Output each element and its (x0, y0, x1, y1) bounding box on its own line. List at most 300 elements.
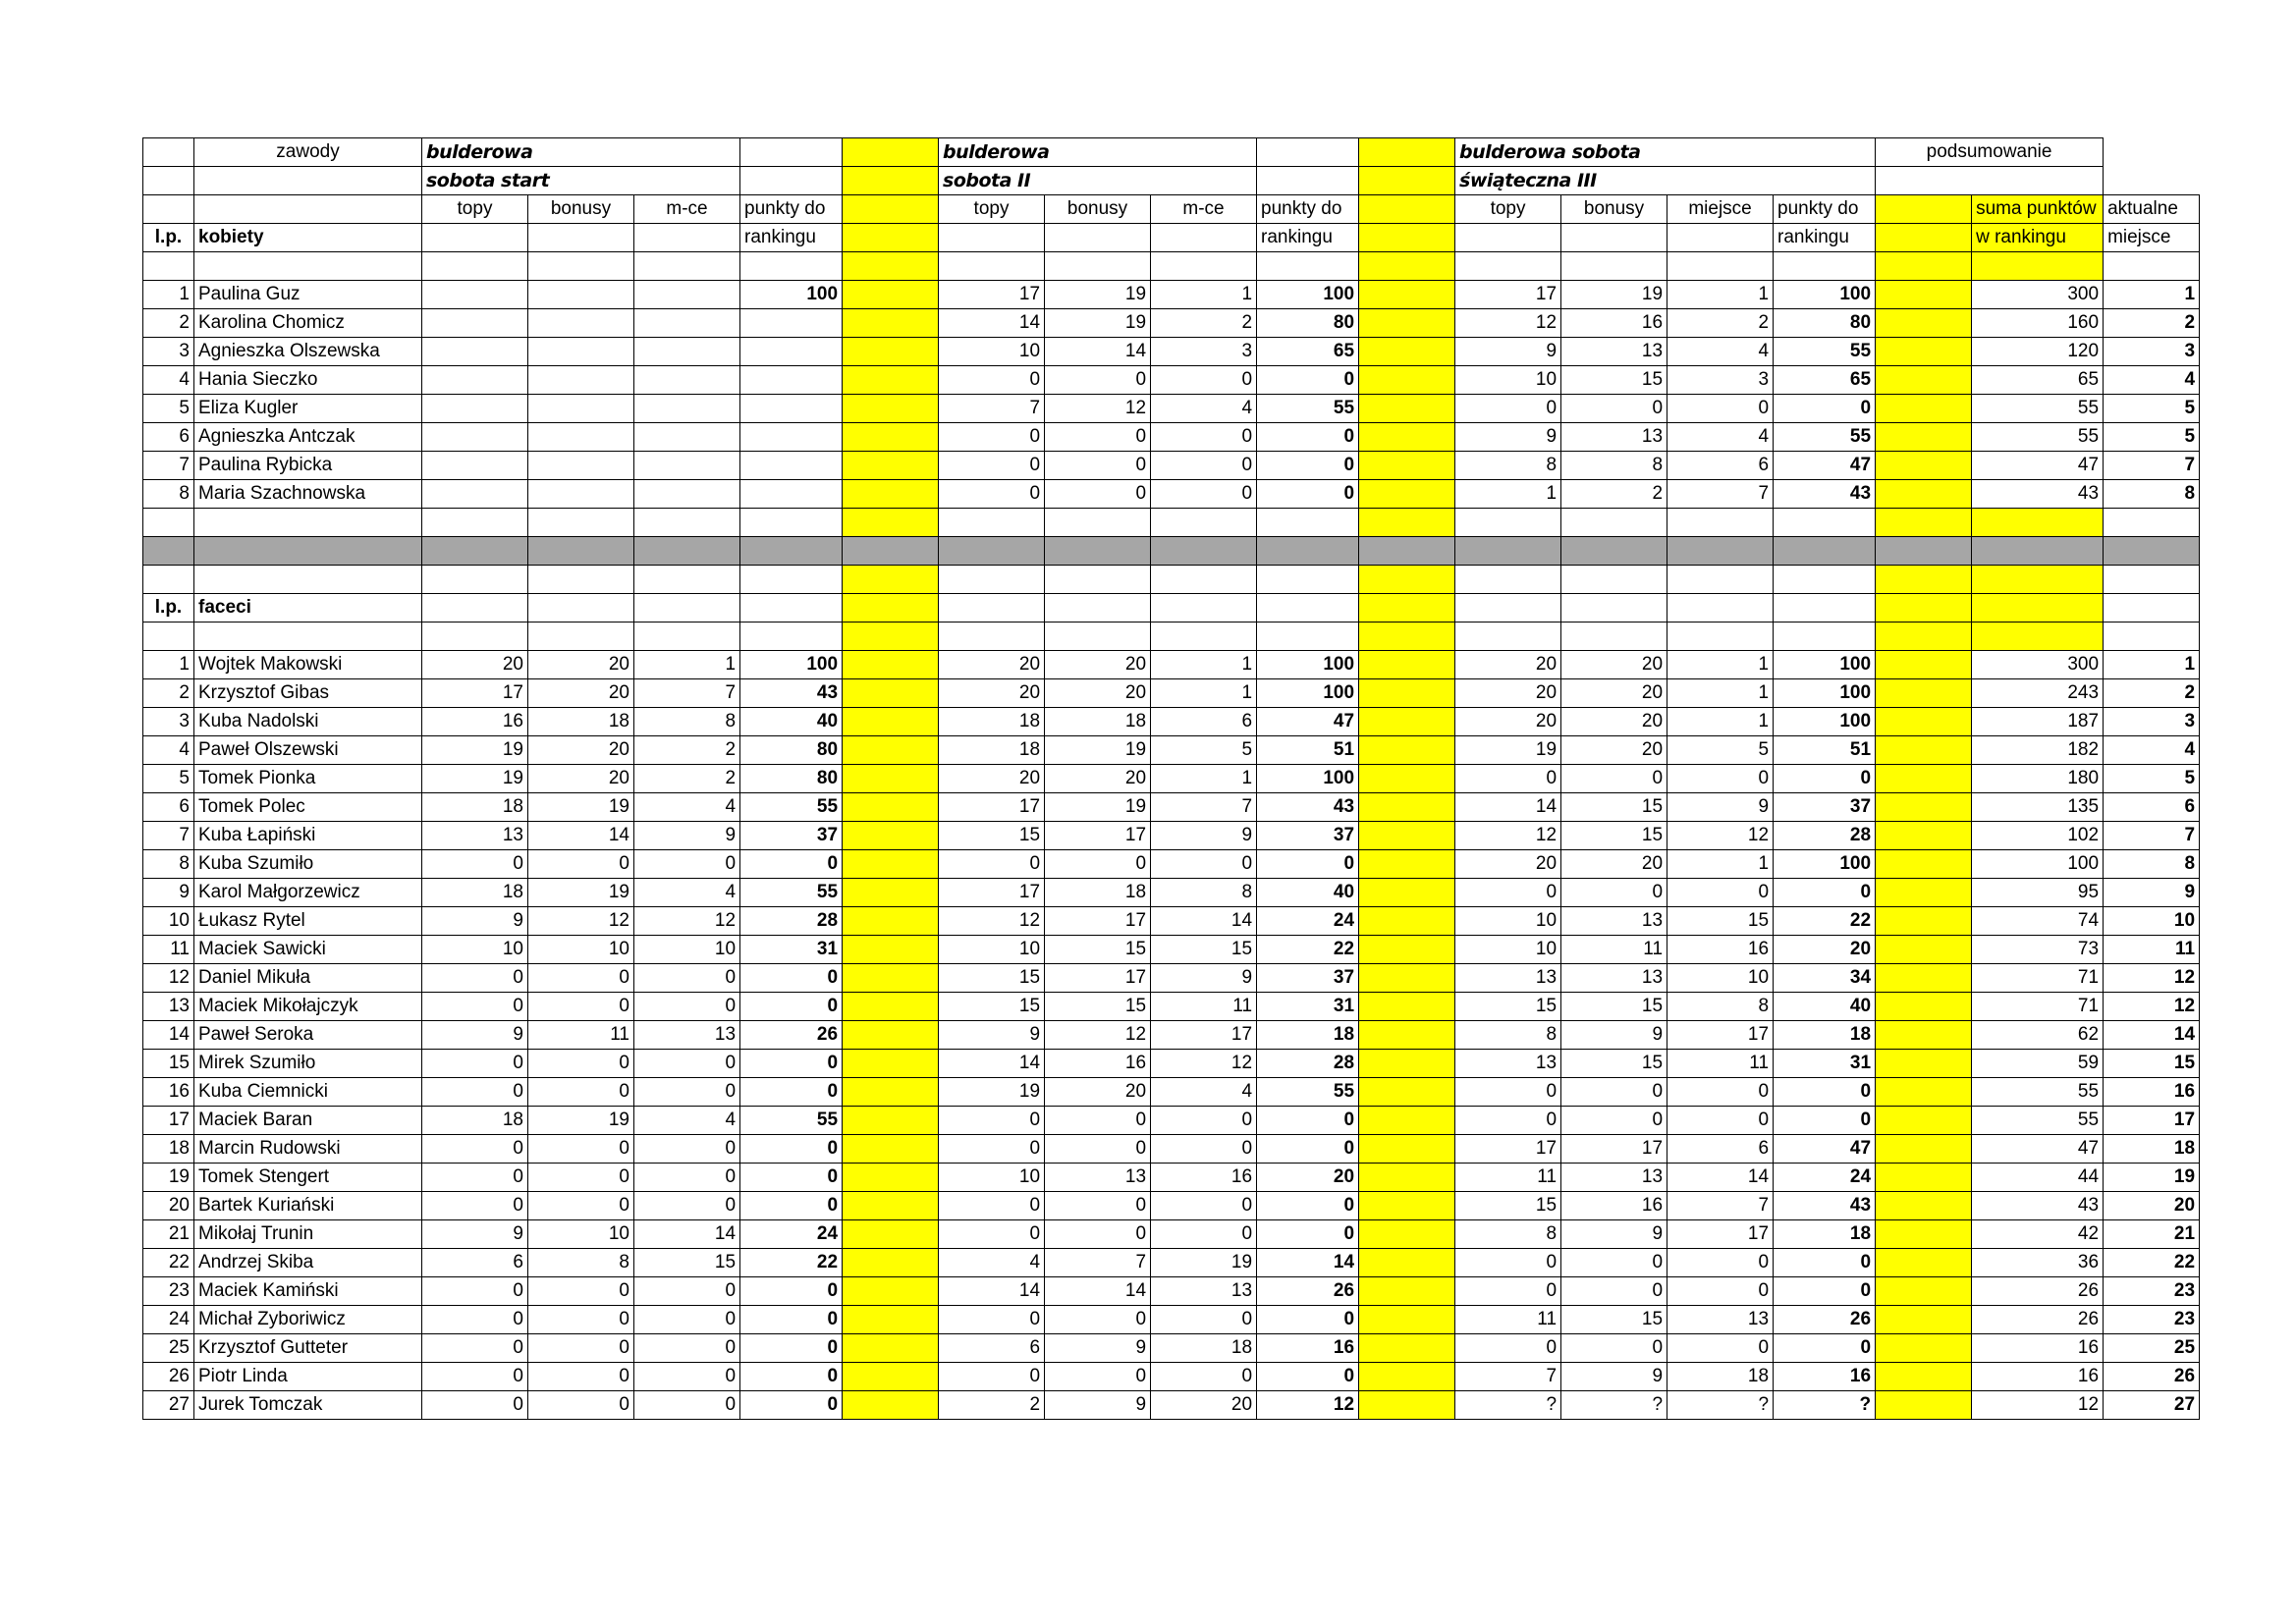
tops-cell: 0 (939, 850, 1045, 879)
competitor-name: Hania Sieczko (194, 366, 422, 395)
competitor-name: Kuba Łapiński (194, 822, 422, 850)
rank-cell: 1 (1667, 850, 1774, 879)
yellow-spacer (1876, 623, 1972, 651)
rank-cell: 3 (1151, 338, 1257, 366)
bonuses-cell: 0 (528, 993, 634, 1021)
points-cell: 55 (740, 1107, 843, 1135)
points-cell: 0 (740, 1277, 843, 1306)
bonuses-cell: 14 (1045, 338, 1151, 366)
points-cell: 0 (1257, 1306, 1359, 1334)
rank-cell: 8 (1151, 879, 1257, 907)
total-points-cell: 16 (1972, 1363, 2104, 1391)
rank-cell: 1 (1667, 281, 1774, 309)
yellow-spacer (843, 765, 939, 793)
rank-cell: 7 (634, 679, 740, 708)
rank-cell: 16 (1151, 1164, 1257, 1192)
current-place-cell: 23 (2104, 1306, 2200, 1334)
competitor-name: Maria Szachnowska (194, 480, 422, 509)
rank-cell: 0 (634, 993, 740, 1021)
current-place-cell: 26 (2104, 1363, 2200, 1391)
points-cell: 55 (1257, 395, 1359, 423)
points-cell: 31 (1774, 1050, 1876, 1078)
bonuses-cell: 0 (1045, 1107, 1151, 1135)
rank-cell: 17 (1667, 1021, 1774, 1050)
table-row (143, 423, 2200, 452)
blank-cell (1667, 509, 1774, 537)
rank-cell: 18 (1667, 1363, 1774, 1391)
blank-cell (2104, 566, 2200, 594)
yellow-spacer (1359, 993, 1455, 1021)
points-cell: 0 (1257, 480, 1359, 509)
competition-1-title-line1: bulderowa (422, 138, 740, 167)
blank-cell (939, 252, 1045, 281)
tops-cell: 0 (422, 964, 528, 993)
yellow-spacer (1359, 252, 1455, 281)
blank-cell (1561, 509, 1667, 537)
tops-cell: 0 (939, 366, 1045, 395)
tops-cell: 12 (1455, 822, 1561, 850)
bonuses-cell: 0 (1045, 366, 1151, 395)
yellow-spacer (1876, 395, 1972, 423)
yellow-spacer (1876, 252, 1972, 281)
rank-cell: 9 (1151, 822, 1257, 850)
total-points-cell: 62 (1972, 1021, 2104, 1050)
yellow-spacer (843, 1164, 939, 1192)
col-suma-line1: suma punktów (1972, 195, 2104, 224)
yellow-spacer (843, 793, 939, 822)
bonuses-cell: 0 (1045, 850, 1151, 879)
table-row (143, 167, 2200, 195)
yellow-spacer (843, 1078, 939, 1107)
rank-cell (634, 366, 740, 395)
table-row (143, 623, 2200, 651)
bonuses-cell: 2 (1561, 480, 1667, 509)
competitor-name: Agnieszka Olszewska (194, 338, 422, 366)
points-cell: ? (1774, 1391, 1876, 1420)
blank-cell (2104, 594, 2200, 623)
points-cell: 43 (1257, 793, 1359, 822)
bonuses-cell: 19 (1561, 281, 1667, 309)
table-row (143, 480, 2200, 509)
blank-cell (422, 594, 528, 623)
yellow-spacer (843, 1220, 939, 1249)
bonuses-cell: 16 (1045, 1050, 1151, 1078)
tops-cell: 10 (1455, 936, 1561, 964)
tops-cell: 0 (422, 1078, 528, 1107)
separator-band (2104, 537, 2200, 566)
rank-cell: 15 (1151, 936, 1257, 964)
yellow-spacer (1359, 736, 1455, 765)
row-index: 26 (143, 1363, 194, 1391)
summary-blank (1876, 167, 2104, 195)
yellow-spacer (1876, 1192, 1972, 1220)
row-index: 8 (143, 850, 194, 879)
points-cell: 28 (740, 907, 843, 936)
bonuses-cell: 9 (1045, 1391, 1151, 1420)
blank-cell (2104, 509, 2200, 537)
tops-cell: 0 (1455, 395, 1561, 423)
points-cell: 0 (740, 1192, 843, 1220)
bonuses-cell: 19 (1045, 309, 1151, 338)
points-cell: 80 (1257, 309, 1359, 338)
blank-cell (1667, 252, 1774, 281)
total-points-cell: 43 (1972, 480, 2104, 509)
yellow-spacer (1876, 423, 1972, 452)
points-cell: 65 (1774, 366, 1876, 395)
competitor-name: Maciek Baran (194, 1107, 422, 1135)
bonuses-cell: 18 (528, 708, 634, 736)
rank-cell: 7 (1667, 1192, 1774, 1220)
yellow-spacer (1359, 1391, 1455, 1420)
points-cell: 55 (740, 793, 843, 822)
tops-cell: 15 (939, 993, 1045, 1021)
blank-cell (1257, 566, 1359, 594)
current-place-cell: 8 (2104, 480, 2200, 509)
yellow-spacer (1359, 281, 1455, 309)
yellow-spacer (1359, 1078, 1455, 1107)
blank-cell (1257, 594, 1359, 623)
blank-cell (1151, 252, 1257, 281)
rank-cell: 16 (1667, 936, 1774, 964)
separator-band (1667, 537, 1774, 566)
bonuses-cell: 9 (1561, 1021, 1667, 1050)
yellow-spacer (1972, 509, 2104, 537)
col-topy-3: topy (1455, 195, 1561, 224)
blank-cell (422, 252, 528, 281)
spacer-cell (740, 138, 843, 167)
points-cell: 0 (740, 964, 843, 993)
rank-cell: 12 (1667, 822, 1774, 850)
competitor-name: Piotr Linda (194, 1363, 422, 1391)
points-cell: 0 (1774, 765, 1876, 793)
rank-cell: 6 (1151, 708, 1257, 736)
tops-cell: 17 (939, 793, 1045, 822)
yellow-spacer (1359, 964, 1455, 993)
points-cell: 20 (1774, 936, 1876, 964)
blank-cell (1667, 566, 1774, 594)
points-cell: 24 (1774, 1164, 1876, 1192)
tops-cell: 0 (422, 1391, 528, 1420)
bonuses-cell: 0 (1045, 423, 1151, 452)
yellow-spacer (1876, 224, 1972, 252)
bonuses-cell: 0 (528, 1078, 634, 1107)
row-index: 15 (143, 1050, 194, 1078)
tops-cell: 17 (1455, 1135, 1561, 1164)
yellow-spacer (843, 423, 939, 452)
bonuses-cell: 19 (528, 793, 634, 822)
bonuses-cell: 0 (1561, 1078, 1667, 1107)
tops-cell: 0 (1455, 765, 1561, 793)
yellow-spacer (1359, 1135, 1455, 1164)
blank-cell (1561, 594, 1667, 623)
bonuses-cell: 0 (1561, 1277, 1667, 1306)
separator-band (143, 537, 194, 566)
current-place-cell: 5 (2104, 395, 2200, 423)
rank-cell: 0 (1151, 480, 1257, 509)
rank-cell: 15 (634, 1249, 740, 1277)
total-points-cell: 55 (1972, 1107, 2104, 1135)
bonuses-cell: 0 (528, 1050, 634, 1078)
points-cell: 55 (1774, 423, 1876, 452)
points-cell: 0 (740, 850, 843, 879)
yellow-spacer (1876, 509, 1972, 537)
yellow-spacer (843, 1306, 939, 1334)
yellow-spacer (1876, 338, 1972, 366)
yellow-spacer (1359, 651, 1455, 679)
blank-cell (634, 594, 740, 623)
rank-cell: 2 (1667, 309, 1774, 338)
yellow-spacer (1359, 452, 1455, 480)
yellow-spacer (1359, 708, 1455, 736)
rank-cell: 0 (634, 1078, 740, 1107)
competitor-name: Michał Zyboriwicz (194, 1306, 422, 1334)
yellow-spacer (1359, 1107, 1455, 1135)
yellow-spacer (1876, 195, 1972, 224)
blank-cell (1257, 252, 1359, 281)
yellow-spacer (1876, 850, 1972, 879)
table-row (143, 651, 2200, 679)
bonuses-cell: 0 (528, 1306, 634, 1334)
points-cell: 55 (740, 879, 843, 907)
table-row (143, 594, 2200, 623)
blank-cell (1455, 566, 1561, 594)
row-index: 14 (143, 1021, 194, 1050)
table-row (143, 822, 2200, 850)
points-cell: 100 (1774, 651, 1876, 679)
competitor-name: Krzysztof Gutteter (194, 1334, 422, 1363)
points-cell: 37 (1257, 822, 1359, 850)
separator-band (1561, 537, 1667, 566)
yellow-spacer (1359, 936, 1455, 964)
points-cell: 0 (1257, 1192, 1359, 1220)
bonuses-cell (528, 423, 634, 452)
yellow-spacer (843, 1249, 939, 1277)
table-row (143, 138, 2200, 167)
yellow-spacer (1876, 1306, 1972, 1334)
separator-band (634, 537, 740, 566)
competitor-name: Tomek Pionka (194, 765, 422, 793)
total-points-cell: 42 (1972, 1220, 2104, 1249)
row-index: 20 (143, 1192, 194, 1220)
points-cell: 47 (1774, 452, 1876, 480)
tops-cell: 0 (1455, 1249, 1561, 1277)
blank-cell (1774, 252, 1876, 281)
blank-cell (422, 623, 528, 651)
yellow-spacer (843, 452, 939, 480)
yellow-spacer (843, 480, 939, 509)
total-points-cell: 26 (1972, 1306, 2104, 1334)
bonuses-cell: 20 (1561, 850, 1667, 879)
row-index: 5 (143, 765, 194, 793)
blank-cell (740, 566, 843, 594)
table-row (143, 1249, 2200, 1277)
points-cell: 80 (740, 765, 843, 793)
yellow-spacer (843, 252, 939, 281)
tops-cell: 0 (422, 1277, 528, 1306)
rank-cell: 0 (634, 850, 740, 879)
tops-cell: 0 (422, 993, 528, 1021)
yellow-spacer (843, 509, 939, 537)
points-cell (740, 423, 843, 452)
total-points-cell: 55 (1972, 1078, 2104, 1107)
yellow-spacer (1876, 679, 1972, 708)
current-place-cell: 9 (2104, 879, 2200, 907)
tops-cell: 0 (422, 1363, 528, 1391)
yellow-spacer (843, 395, 939, 423)
col-miejsce-3: miejsce (1667, 195, 1774, 224)
yellow-spacer (1876, 1363, 1972, 1391)
yellow-spacer (843, 936, 939, 964)
rank-cell: 14 (1667, 1164, 1774, 1192)
bonuses-cell: 15 (1045, 936, 1151, 964)
yellow-spacer (1359, 1334, 1455, 1363)
yellow-spacer (1876, 1164, 1972, 1192)
competitor-name: Agnieszka Antczak (194, 423, 422, 452)
rank-cell: 0 (634, 1306, 740, 1334)
col-bonusy-1: bonusy (528, 195, 634, 224)
bonuses-cell (528, 452, 634, 480)
yellow-spacer (1359, 793, 1455, 822)
tops-cell: 20 (939, 679, 1045, 708)
bonuses-cell: 18 (1045, 879, 1151, 907)
yellow-spacer (1359, 1164, 1455, 1192)
points-cell: 100 (1257, 651, 1359, 679)
bonuses-cell: 0 (528, 1334, 634, 1363)
tops-cell (422, 395, 528, 423)
blank-cell (1774, 566, 1876, 594)
competitor-name: Kuba Nadolski (194, 708, 422, 736)
bonuses-cell (528, 309, 634, 338)
total-points-cell: 55 (1972, 423, 2104, 452)
bonuses-cell: 0 (1045, 1192, 1151, 1220)
total-points-cell: 47 (1972, 452, 2104, 480)
competitor-name: Eliza Kugler (194, 395, 422, 423)
bonuses-cell: 0 (528, 850, 634, 879)
yellow-spacer (1876, 765, 1972, 793)
rank-cell: 0 (634, 1164, 740, 1192)
col-rankingu-3: rankingu (1774, 224, 1876, 252)
col-suma-line2: w rankingu (1972, 224, 2104, 252)
yellow-spacer (1359, 138, 1455, 167)
tops-cell: 0 (939, 1306, 1045, 1334)
points-cell: 24 (1257, 907, 1359, 936)
bonuses-cell: 11 (1561, 936, 1667, 964)
yellow-spacer (1359, 224, 1455, 252)
row-index: 23 (143, 1277, 194, 1306)
row-index: 3 (143, 708, 194, 736)
bonuses-cell: 15 (1045, 993, 1151, 1021)
table-row (143, 224, 2200, 252)
blank-cell (1455, 509, 1561, 537)
current-place-cell: 17 (2104, 1107, 2200, 1135)
points-cell (740, 366, 843, 395)
table-row (143, 879, 2200, 907)
points-cell: 0 (1774, 1107, 1876, 1135)
competitor-name: Mikołaj Trunin (194, 1220, 422, 1249)
blank-cell (1667, 623, 1774, 651)
rank-cell: 0 (634, 1192, 740, 1220)
yellow-spacer (843, 594, 939, 623)
current-place-cell: 20 (2104, 1192, 2200, 1220)
tops-cell: 0 (422, 850, 528, 879)
points-cell: 40 (740, 708, 843, 736)
bonuses-cell: 18 (1045, 708, 1151, 736)
yellow-spacer (1876, 993, 1972, 1021)
total-points-cell: 160 (1972, 309, 2104, 338)
points-cell: 0 (740, 1050, 843, 1078)
blank-cell (939, 224, 1045, 252)
tops-cell: 12 (1455, 309, 1561, 338)
total-points-cell: 44 (1972, 1164, 2104, 1192)
yellow-spacer (1876, 281, 1972, 309)
tops-cell: 20 (1455, 651, 1561, 679)
row-index: 27 (143, 1391, 194, 1420)
rank-cell: 0 (1151, 366, 1257, 395)
corner-cell (143, 138, 194, 167)
tops-cell: 14 (939, 1277, 1045, 1306)
tops-cell: 9 (422, 907, 528, 936)
tops-cell: 0 (422, 1334, 528, 1363)
bonuses-cell: 0 (1045, 1220, 1151, 1249)
bonuses-cell: 13 (1561, 907, 1667, 936)
current-place-cell: 8 (2104, 850, 2200, 879)
bonuses-cell: 11 (528, 1021, 634, 1050)
points-cell (740, 452, 843, 480)
rank-cell: 0 (1151, 1306, 1257, 1334)
rank-cell: 4 (634, 1107, 740, 1135)
blank-cell (634, 509, 740, 537)
rank-cell: 9 (1667, 793, 1774, 822)
bonuses-cell: 15 (1561, 366, 1667, 395)
yellow-spacer (843, 708, 939, 736)
yellow-spacer (843, 138, 939, 167)
blank-cell (939, 623, 1045, 651)
yellow-spacer (843, 736, 939, 765)
rank-cell: 0 (634, 1391, 740, 1420)
tops-cell: 0 (1455, 1334, 1561, 1363)
points-cell: 0 (1774, 1277, 1876, 1306)
yellow-spacer (1359, 594, 1455, 623)
table-row (143, 509, 2200, 537)
current-place-cell: 22 (2104, 1249, 2200, 1277)
table-row (143, 252, 2200, 281)
bonuses-cell: 15 (1561, 1050, 1667, 1078)
tops-cell: ? (1455, 1391, 1561, 1420)
lp-label-women: l.p. (143, 224, 194, 252)
yellow-spacer (843, 623, 939, 651)
bonuses-cell: 17 (1561, 1135, 1667, 1164)
rank-cell (634, 395, 740, 423)
current-place-cell: 12 (2104, 993, 2200, 1021)
yellow-spacer (1359, 167, 1455, 195)
bonuses-cell: 0 (528, 1192, 634, 1220)
points-cell: 28 (1257, 1050, 1359, 1078)
bonuses-cell: 0 (528, 964, 634, 993)
yellow-spacer (843, 679, 939, 708)
total-points-cell: 182 (1972, 736, 2104, 765)
rank-cell: 5 (1151, 736, 1257, 765)
rank-cell: 1 (1667, 708, 1774, 736)
bonuses-cell (528, 395, 634, 423)
bonuses-cell (528, 366, 634, 395)
bonuses-cell: 13 (1561, 1164, 1667, 1192)
rank-cell: 5 (1667, 736, 1774, 765)
bonuses-cell: 15 (1561, 793, 1667, 822)
tops-cell: 9 (422, 1021, 528, 1050)
current-place-cell: 11 (2104, 936, 2200, 964)
current-place-cell: 5 (2104, 423, 2200, 452)
rank-cell: 7 (1667, 480, 1774, 509)
